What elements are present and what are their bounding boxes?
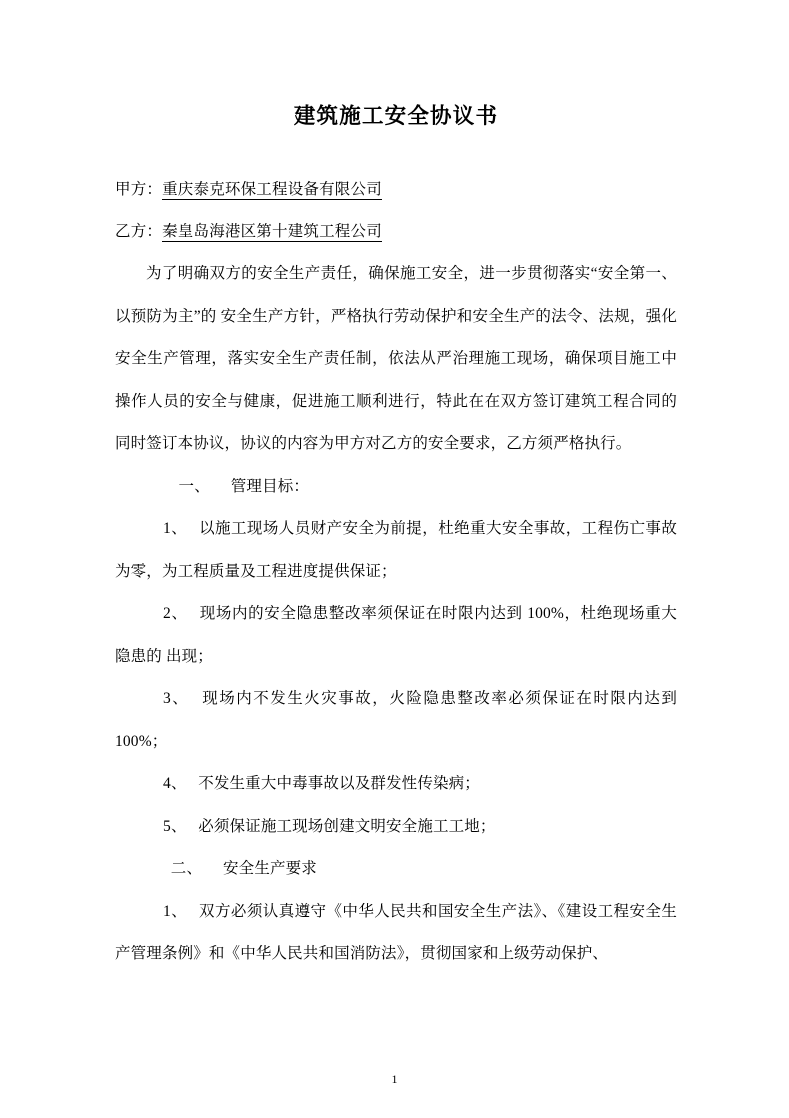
list-item-marker: 4、 (163, 775, 187, 792)
list-item-text: 不发生重大中毒事故以及群发性传染病； (198, 775, 480, 792)
list-item-marker: 2、 (163, 605, 188, 622)
list-item-marker: 5、 (163, 817, 187, 835)
list-item-text: 现场内不发生火灾事故，火险隐患整改率必须保证在时限内达到 100%； (115, 690, 677, 750)
document-body (115, 0, 677, 976)
party-line-second (115, 211, 677, 253)
party-value-second: 秦皇岛海港区第十建筑工程公司 (162, 223, 382, 240)
list-item-text: 以施工现场人员财产安全为前提，杜绝重大安全事故，工程伤亡事故为零，为工程质量及工程进度提供保证； (115, 520, 677, 580)
list-item-text: 双方必须认真遵守《中华人民共和国安全生产法》、《建设工程安全生产管理条例》和《中华人民共和国消防法》，贯彻国家和上级劳动保护、 (115, 902, 677, 962)
party-line-first (115, 169, 677, 211)
page-number: 1 (391, 1072, 398, 1086)
list-item (115, 593, 677, 678)
list-item-text: 现场内的安全隐患整改率须保证在时限内达到 100%，杜绝现场重大隐患的 出现； (115, 605, 677, 665)
party-label-second: 乙方： (115, 223, 163, 240)
list-item (115, 678, 677, 763)
list-item (115, 806, 677, 849)
party-value-first: 重庆泰克环保工程设备有限公司 (162, 181, 382, 198)
section-heading-1 (115, 466, 677, 509)
list-item (115, 891, 677, 976)
list-item-marker: 1、 (163, 902, 188, 920)
list-item (115, 508, 677, 593)
section-heading-2 (115, 848, 677, 891)
list-item-marker: 1、 (163, 520, 188, 537)
party-label-first: 甲方： (115, 181, 163, 198)
section-title-2: 安全生产要求 (223, 860, 317, 877)
section-number-2: 二、 (170, 860, 203, 877)
list-item-text: 必须保证施工现场创建文明安全施工工地； (198, 817, 496, 835)
preamble-paragraph: 为了明确双方的安全生产责任，确保施工安全，进一步贯彻落实“安全第一、以预防为主”的 安全生产方针，严格执行劳动保护和安全生产的法令、法规，强化安全生产管理，落实安全生产责任制，依法从严治理施工现场，确保项目施工中操作人员的安全与健康，促进施工顺利进行，特此在在双方签订建筑工程合同的同时签订本协议，协议的内容为甲方对乙方的安全要求，乙方须严格执行。 (115, 265, 677, 452)
section-number-1: 一、 (178, 477, 210, 495)
page-title: 建筑施工安全协议书 (293, 104, 499, 128)
parties-block (115, 169, 677, 253)
list-item (115, 763, 677, 806)
list-item-marker: 3、 (163, 690, 190, 707)
section-title-1: 管理目标： (230, 477, 310, 495)
